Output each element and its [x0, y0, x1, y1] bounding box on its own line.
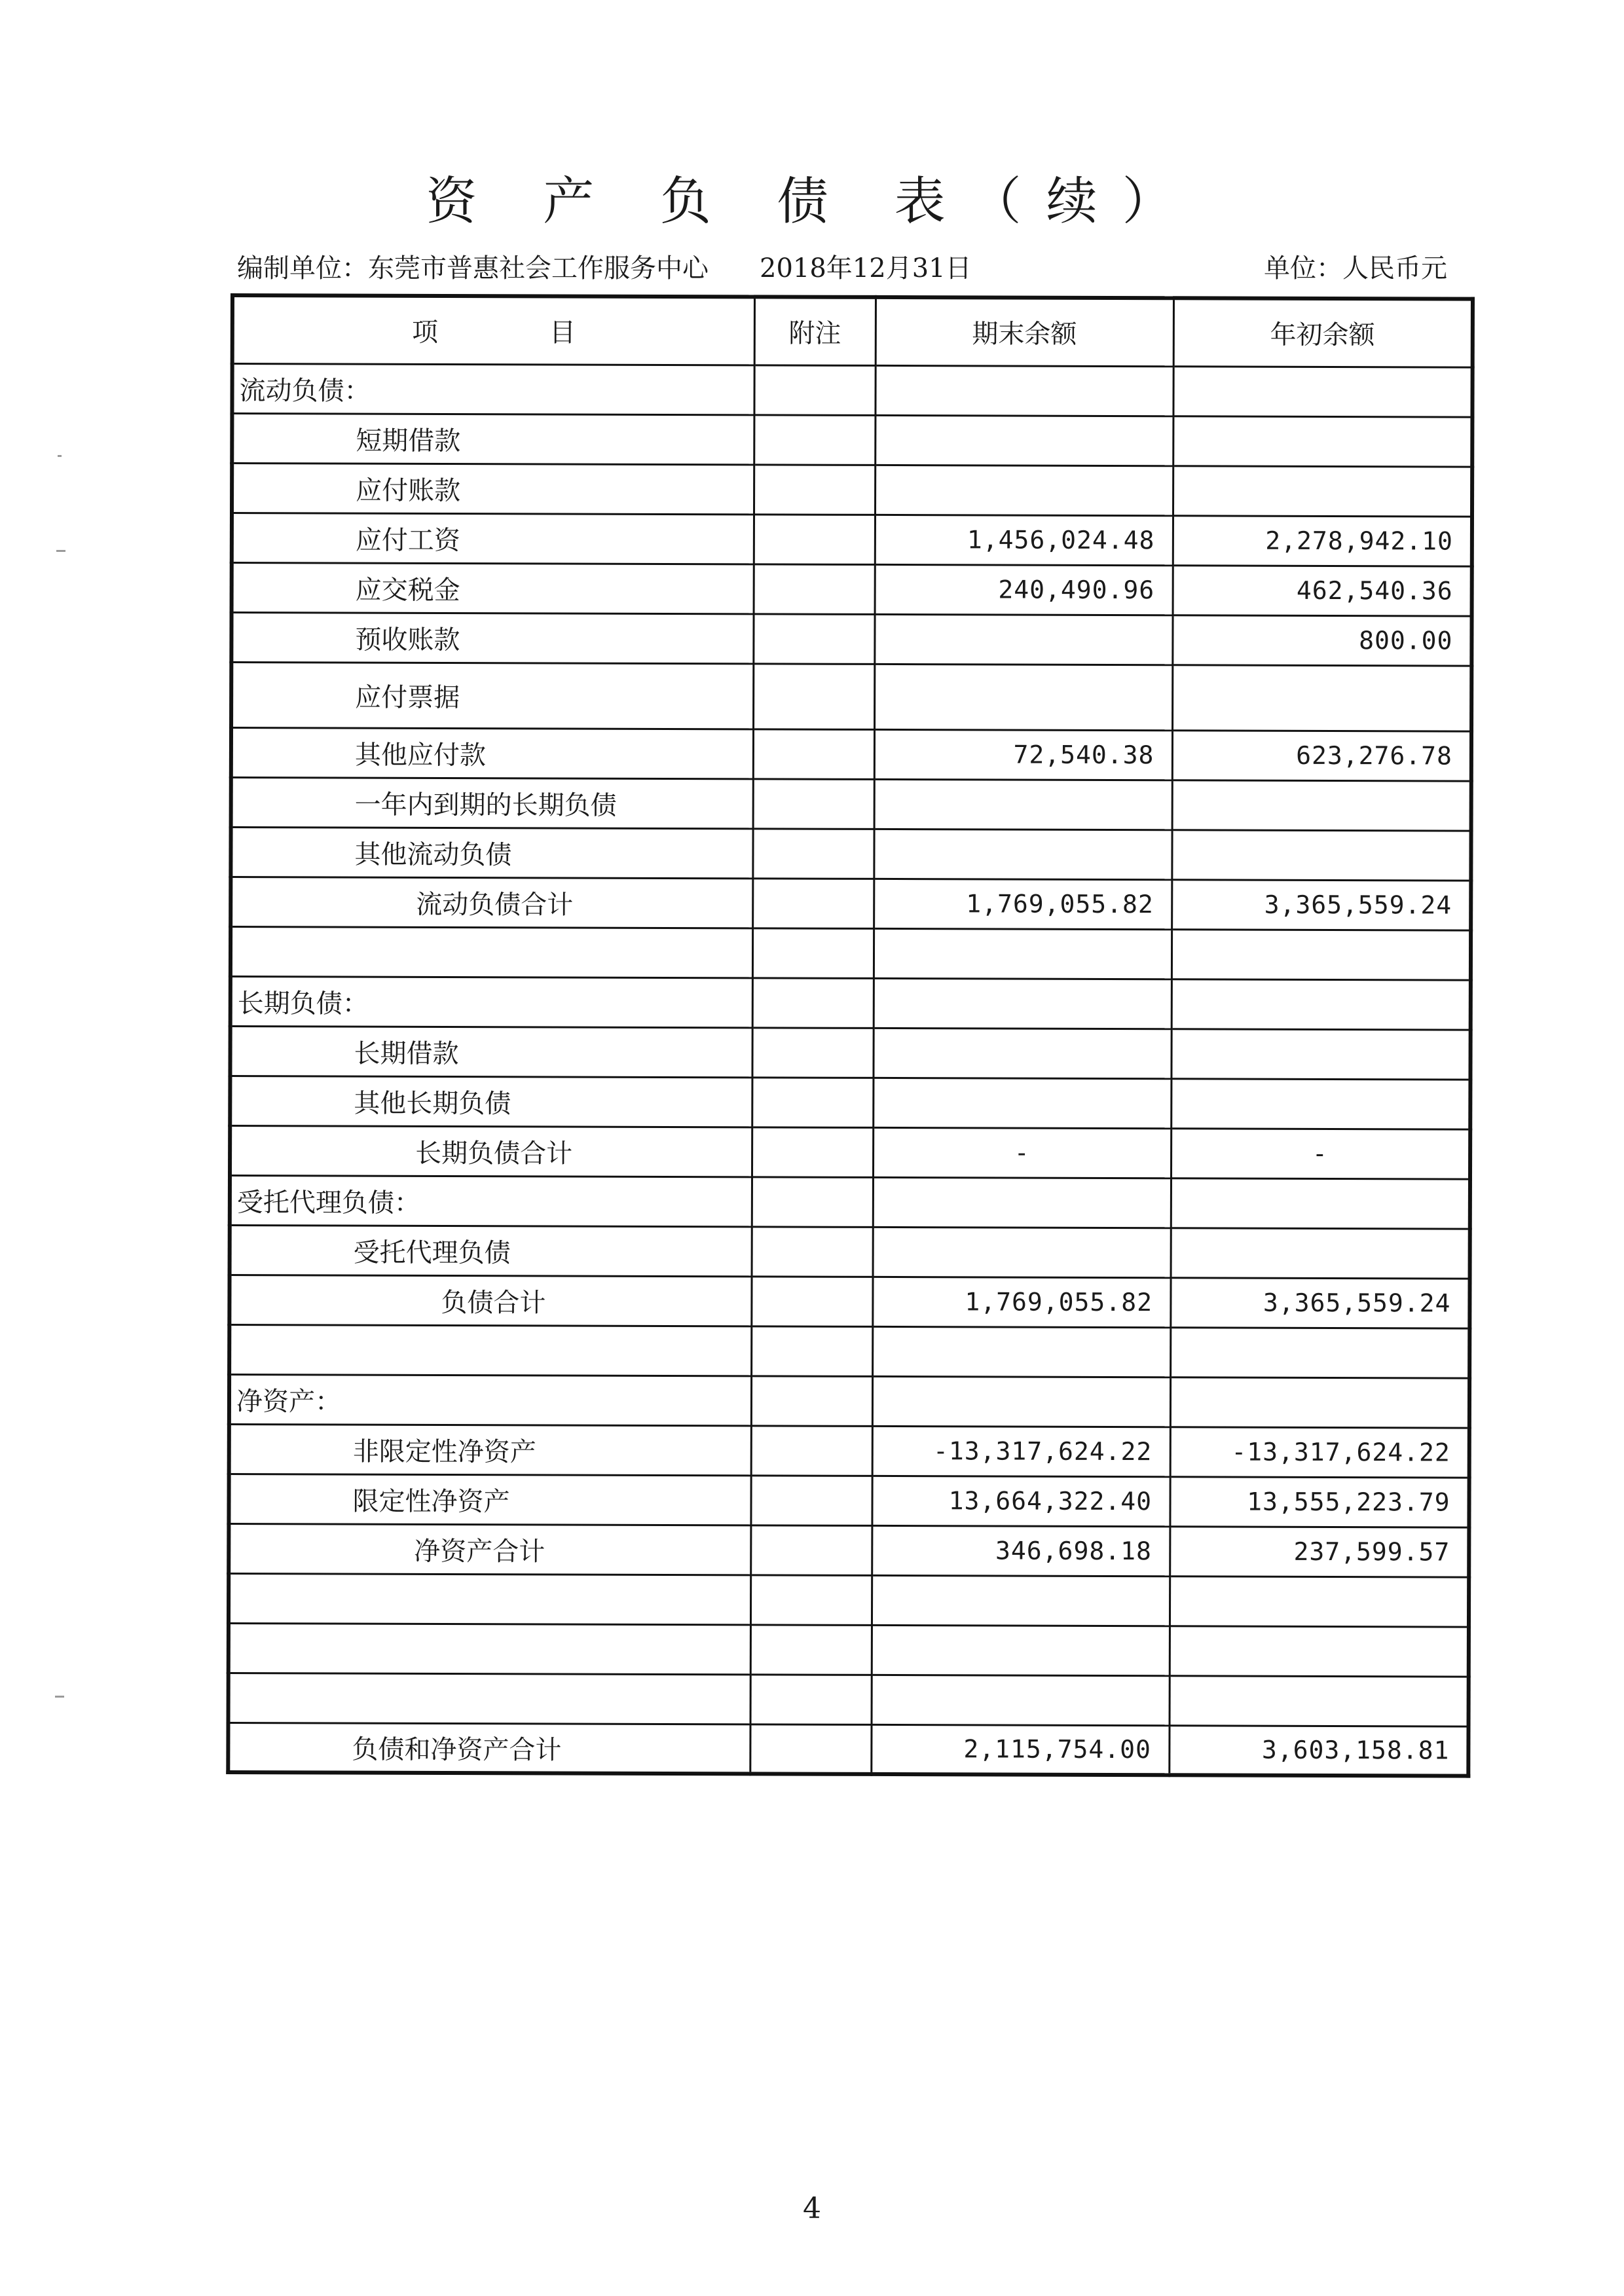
note-cell	[753, 729, 874, 779]
begin-balance-cell	[1172, 780, 1471, 830]
note-cell	[754, 365, 875, 415]
note-cell	[750, 1575, 872, 1625]
begin-balance-cell: 2,278,942.10	[1173, 515, 1472, 566]
end-balance-cell: -13,317,624.22	[872, 1426, 1170, 1476]
subtotal-label: 流动负债合计	[231, 877, 752, 928]
end-balance-cell: 1,456,024.48	[875, 515, 1173, 565]
begin-balance-cell: 800.00	[1172, 615, 1471, 665]
end-balance-cell: 346,698.18	[872, 1525, 1170, 1576]
table-row	[232, 363, 1472, 417]
line-item-label: 其他长期负债	[230, 1076, 752, 1127]
column-header-end-balance: 期末余额	[876, 297, 1173, 366]
section-heading: 净资产：	[229, 1374, 751, 1425]
end-balance-cell	[873, 1078, 1171, 1128]
column-header-item	[232, 295, 754, 365]
begin-balance-cell: -13,317,624.22	[1170, 1427, 1469, 1477]
table-row	[232, 513, 1472, 566]
begin-balance-cell	[1172, 665, 1471, 731]
blank-label	[229, 1573, 750, 1624]
begin-balance-cell: 462,540.36	[1173, 565, 1472, 615]
currency-unit: 单位：人民币元	[1264, 253, 1447, 283]
end-balance-cell: 13,664,322.40	[872, 1476, 1170, 1526]
table-row	[231, 612, 1471, 666]
table-row	[229, 1474, 1469, 1527]
blank-label	[231, 926, 752, 977]
note-cell	[752, 977, 874, 1028]
note-cell	[751, 1376, 872, 1426]
table-row	[228, 1722, 1468, 1776]
end-balance-cell	[873, 1227, 1171, 1277]
end-balance-cell	[876, 365, 1173, 416]
scan-speck	[56, 550, 65, 552]
column-header-item-left: 项	[412, 318, 439, 348]
end-balance-cell	[874, 1028, 1172, 1078]
table-header-row	[232, 295, 1473, 367]
begin-balance-cell	[1171, 1178, 1470, 1228]
line-item-label: 应交税金	[232, 562, 754, 613]
end-balance-cell: 240,490.96	[875, 564, 1173, 615]
table-row	[231, 727, 1471, 781]
section-heading: 流动负债：	[232, 363, 754, 414]
table-row	[229, 1424, 1469, 1478]
begin-balance-cell: 3,603,158.81	[1169, 1725, 1468, 1776]
table-row	[231, 777, 1471, 831]
page-title: 资 产 负 债 表（续）	[426, 172, 1198, 231]
end-balance-cell	[874, 978, 1172, 1029]
line-item-label: 非限定性净资产	[229, 1424, 751, 1475]
table-row	[231, 827, 1471, 881]
table-row	[229, 1673, 1469, 1726]
note-cell	[754, 564, 875, 614]
report-date: 2018年12月31日	[760, 253, 972, 283]
table-row	[230, 1026, 1470, 1080]
end-balance-cell	[874, 779, 1172, 829]
begin-balance-cell	[1170, 1327, 1469, 1377]
table-row	[230, 1076, 1470, 1129]
note-cell	[751, 1326, 872, 1376]
begin-balance-cell	[1172, 1029, 1471, 1079]
note-cell	[753, 663, 874, 729]
line-item-label: 限定性净资产	[229, 1474, 750, 1525]
end-balance-cell	[872, 1376, 1170, 1427]
line-item-label: 一年内到期的长期负债	[231, 777, 753, 828]
begin-balance-cell: 237,599.57	[1170, 1526, 1469, 1576]
begin-balance-cell: 3,365,559.24	[1170, 1277, 1469, 1328]
note-cell	[752, 1027, 873, 1078]
table-row	[231, 926, 1471, 980]
note-cell	[754, 514, 875, 564]
note-cell	[752, 1127, 873, 1177]
table-row	[230, 1175, 1470, 1229]
line-item-label: 受托代理负债	[230, 1225, 752, 1276]
blank-label	[229, 1324, 751, 1376]
note-cell	[750, 1525, 872, 1575]
begin-balance-cell: 623,276.78	[1172, 730, 1471, 780]
note-cell	[753, 613, 874, 664]
begin-balance-cell	[1170, 1576, 1469, 1626]
grand-total-label: 负债和净资产合计	[228, 1722, 750, 1774]
end-balance-cell: 1,769,055.82	[872, 1277, 1170, 1327]
balance-sheet-table	[226, 293, 1475, 1778]
note-cell	[753, 778, 874, 829]
note-cell	[750, 1475, 872, 1525]
table-row	[231, 662, 1471, 731]
note-cell	[752, 928, 874, 978]
table-row	[232, 413, 1472, 467]
note-cell	[752, 1077, 873, 1127]
line-item-label: 应付账款	[232, 463, 754, 514]
end-balance-cell	[873, 1177, 1171, 1228]
note-cell	[751, 1425, 872, 1476]
note-cell	[750, 1674, 872, 1724]
line-item-label: 长期借款	[230, 1026, 752, 1077]
begin-balance-cell: 13,555,223.79	[1170, 1476, 1469, 1527]
section-heading: 长期负债：	[231, 976, 752, 1027]
page-number: 4	[803, 2192, 821, 2225]
end-balance-cell: -	[873, 1127, 1171, 1178]
table-row	[229, 1275, 1469, 1328]
begin-balance-cell	[1172, 979, 1471, 1029]
begin-balance-cell	[1170, 1626, 1469, 1676]
begin-balance-cell	[1170, 1675, 1469, 1726]
note-cell	[754, 414, 875, 465]
table-row	[230, 1125, 1470, 1179]
line-item-label: 预收账款	[231, 612, 753, 663]
begin-balance-cell: -	[1171, 1128, 1470, 1178]
end-balance-cell	[872, 1575, 1170, 1626]
table-row	[229, 1523, 1469, 1577]
note-cell	[752, 828, 874, 879]
note-cell	[750, 1724, 871, 1774]
begin-balance-cell	[1173, 465, 1472, 516]
blank-label	[229, 1673, 750, 1724]
end-balance-cell	[874, 614, 1172, 665]
subtotal-label: 负债合计	[229, 1275, 751, 1326]
note-cell	[750, 1624, 872, 1675]
column-header-begin-balance: 年初余额	[1173, 298, 1473, 367]
end-balance-cell	[875, 415, 1173, 465]
table-row	[231, 976, 1471, 1030]
begin-balance-cell	[1173, 366, 1473, 416]
table-row	[231, 877, 1471, 930]
section-heading: 受托代理负债：	[230, 1175, 752, 1226]
table-row	[229, 1374, 1469, 1428]
reporting-entity: 编制单位：东莞市普惠社会工作服务中心	[237, 253, 709, 283]
subtotal-label: 长期负债合计	[230, 1125, 752, 1176]
table-row	[229, 1573, 1469, 1627]
column-header-item-right: 目	[549, 318, 576, 348]
begin-balance-cell	[1171, 1078, 1470, 1129]
line-item-label: 其他流动负债	[231, 827, 752, 878]
end-balance-cell: 72,540.38	[874, 729, 1172, 780]
begin-balance-cell	[1173, 416, 1472, 466]
scan-speck	[58, 455, 62, 457]
note-cell	[752, 1226, 873, 1277]
subtotal-label: 净资产合计	[229, 1523, 750, 1575]
line-item-label: 应付工资	[232, 513, 754, 564]
table-row	[230, 1225, 1470, 1279]
end-balance-cell	[874, 928, 1172, 979]
begin-balance-cell	[1172, 829, 1471, 880]
end-balance-cell	[872, 1625, 1170, 1675]
begin-balance-cell	[1170, 1377, 1469, 1427]
begin-balance-cell: 3,365,559.24	[1172, 879, 1471, 930]
table-row	[229, 1623, 1469, 1677]
line-item-label: 应付票据	[231, 662, 753, 729]
note-cell	[754, 464, 875, 515]
note-cell	[751, 1276, 872, 1326]
begin-balance-cell	[1172, 929, 1471, 979]
table-row	[229, 1324, 1469, 1378]
column-header-note: 附注	[754, 297, 876, 365]
end-balance-cell	[874, 664, 1172, 730]
table-row	[232, 562, 1472, 616]
blank-label	[229, 1623, 750, 1674]
note-cell	[752, 1176, 873, 1227]
end-balance-cell	[872, 1675, 1170, 1725]
end-balance-cell	[872, 1326, 1170, 1377]
scan-speck	[55, 1696, 64, 1698]
table-row	[232, 463, 1472, 517]
line-item-label: 短期借款	[232, 413, 754, 464]
end-balance-cell: 2,115,754.00	[871, 1724, 1169, 1775]
begin-balance-cell	[1171, 1228, 1470, 1278]
note-cell	[752, 878, 874, 928]
line-item-label: 其他应付款	[231, 727, 753, 778]
end-balance-cell: 1,769,055.82	[874, 879, 1172, 929]
end-balance-cell	[875, 465, 1173, 515]
end-balance-cell	[874, 829, 1172, 879]
